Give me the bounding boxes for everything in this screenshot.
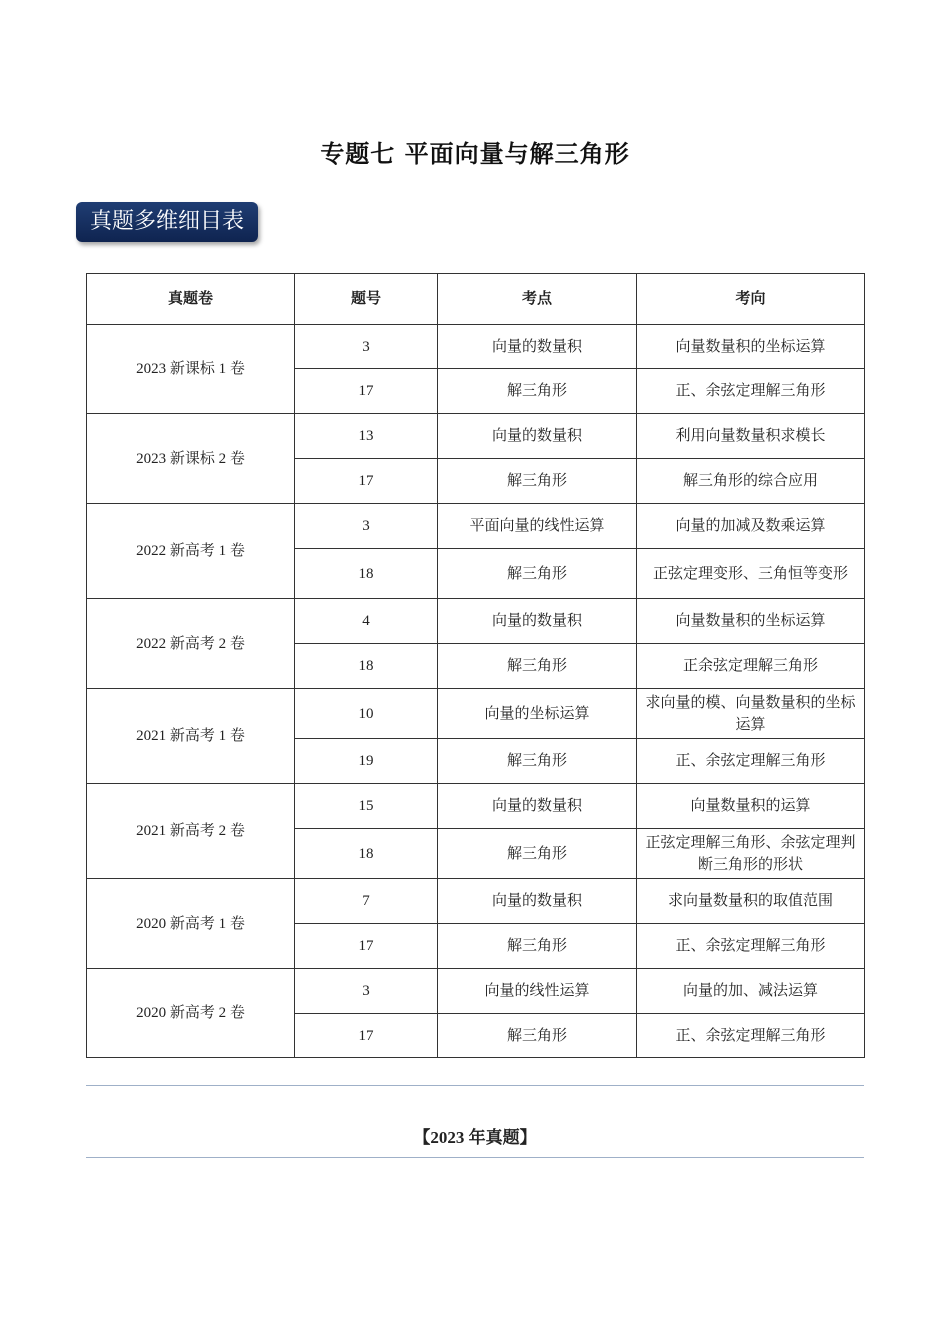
direction-cell: 正弦定理解三角形、余弦定理判断三角形的形状 [637,829,865,879]
table-row [87,504,865,549]
point-cell: 解三角形 [438,644,637,689]
paper-cell: 2020 新高考 2 卷 [87,969,295,1058]
point-cell: 向量的线性运算 [438,969,637,1014]
table-row [87,599,865,644]
number-cell: 18 [295,829,438,879]
table-row [87,689,865,739]
table-row [87,969,865,1014]
paper-cell: 2023 新课标 2 卷 [87,414,295,504]
number-cell: 3 [295,325,438,369]
direction-cell: 向量数量积的运算 [637,784,865,829]
direction-cell: 正弦定理变形、三角恒等变形 [637,549,865,599]
divider-top [86,1085,864,1086]
paper-cell: 2021 新高考 1 卷 [87,689,295,784]
exam-table [86,273,865,1058]
point-cell: 解三角形 [438,459,637,504]
section-heading: 【2023 年真题】 [413,1128,537,1147]
number-cell: 17 [295,369,438,414]
number-cell: 13 [295,414,438,459]
paper-cell: 2022 新高考 1 卷 [87,504,295,599]
header-number: 题号 [295,274,438,325]
direction-cell: 向量数量积的坐标运算 [637,325,865,369]
paper-cell: 2021 新高考 2 卷 [87,784,295,879]
point-cell: 向量的数量积 [438,879,637,924]
direction-cell: 正、余弦定理解三角形 [637,369,865,414]
number-cell: 18 [295,644,438,689]
page-title: 专题七 平面向量与解三角形 [320,140,630,168]
number-cell: 7 [295,879,438,924]
point-cell: 解三角形 [438,924,637,969]
direction-cell: 求向量数量积的取值范围 [637,879,865,924]
direction-cell: 利用向量数量积求模长 [637,414,865,459]
direction-cell: 向量数量积的坐标运算 [637,599,865,644]
direction-cell: 正、余弦定理解三角形 [637,924,865,969]
number-cell: 3 [295,969,438,1014]
paper-cell: 2020 新高考 1 卷 [87,879,295,969]
section-badge: 真题多维细目表 [76,202,258,242]
number-cell: 3 [295,504,438,549]
table-header-row [87,274,865,325]
header-direction: 考向 [637,274,865,325]
point-cell: 向量的数量积 [438,784,637,829]
direction-cell: 正余弦定理解三角形 [637,644,865,689]
header-point: 考点 [438,274,637,325]
point-cell: 解三角形 [438,829,637,879]
number-cell: 4 [295,599,438,644]
point-cell: 解三角形 [438,369,637,414]
header-paper: 真题卷 [87,274,295,325]
point-cell: 向量的数量积 [438,325,637,369]
direction-cell: 解三角形的综合应用 [637,459,865,504]
point-cell: 解三角形 [438,739,637,784]
point-cell: 向量的数量积 [438,414,637,459]
direction-cell: 向量的加减及数乘运算 [637,504,865,549]
table-row [87,879,865,924]
table-row [87,325,865,369]
point-cell: 解三角形 [438,549,637,599]
direction-cell: 求向量的模、向量数量积的坐标运算 [637,689,865,739]
divider-bottom [86,1157,864,1158]
number-cell: 10 [295,689,438,739]
table-row [87,784,865,829]
direction-cell: 向量的加、减法运算 [637,969,865,1014]
number-cell: 15 [295,784,438,829]
point-cell: 解三角形 [438,1014,637,1058]
number-cell: 19 [295,739,438,784]
paper-cell: 2022 新高考 2 卷 [87,599,295,689]
point-cell: 平面向量的线性运算 [438,504,637,549]
point-cell: 向量的坐标运算 [438,689,637,739]
number-cell: 17 [295,1014,438,1058]
number-cell: 17 [295,924,438,969]
table-row [87,414,865,459]
number-cell: 18 [295,549,438,599]
point-cell: 向量的数量积 [438,599,637,644]
number-cell: 17 [295,459,438,504]
paper-cell: 2023 新课标 1 卷 [87,325,295,414]
direction-cell: 正、余弦定理解三角形 [637,739,865,784]
direction-cell: 正、余弦定理解三角形 [637,1014,865,1058]
